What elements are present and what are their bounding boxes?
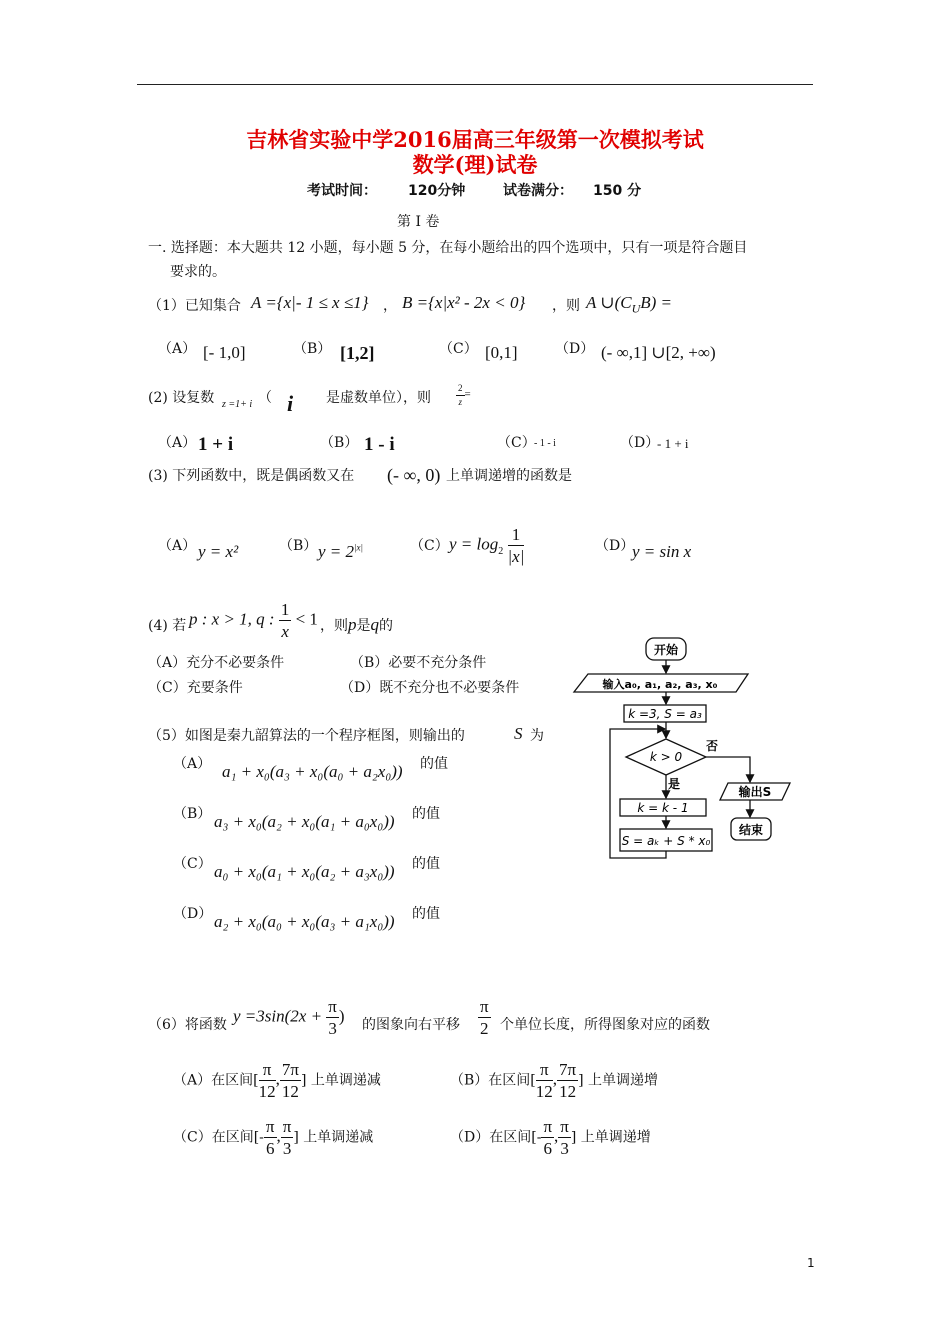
q4-option-b: （B）必要不充分条件 <box>350 655 487 671</box>
flow-condition-label: k > 0 <box>649 750 683 764</box>
q3-option-c: $y = \log_2$ $\frac{1}{|x|}$ <box>449 525 525 566</box>
q6-option-c: （C）在区间[- $\frac{\pi}{6}$ , $\frac{\pi}{3}$ ] 上单调递减 <box>173 1117 374 1158</box>
q6-option-d: （D）在区间[- $\frac{\pi}{6}$ , $\frac{\pi}{3}$ ] 上单调递增 <box>450 1117 651 1158</box>
flow-update-label: S = aₖ + S * x₀ <box>621 834 711 848</box>
q5-option-a-suffix: 的值 <box>420 756 448 772</box>
q5-option-c: a₀ + x₀(a₁ + x₀(a₂ + a₃x₀)) <box>214 862 395 881</box>
q3-option-b: $y = 2^{|x|}$ <box>318 542 363 561</box>
q2-option-a-label: （A） <box>158 435 197 451</box>
q4-option-c: （C）充要条件 <box>148 680 243 696</box>
q4-prefix: (4) 若 <box>148 618 187 634</box>
q1-option-a-label: （A） <box>158 341 197 357</box>
q1-option-a: [- 1,0] <box>203 343 246 362</box>
q4-option-a: （A）充分不必要条件 <box>148 655 285 671</box>
exam-time-value: 120分钟 <box>408 183 466 199</box>
flow-decrement-label: k = k - 1 <box>637 801 689 815</box>
q1-option-d: (- ∞,1] ∪[2, +∞) <box>601 343 716 362</box>
q5-option-b-label: （B） <box>173 806 212 822</box>
q2-option-d: - 1 + i <box>657 436 689 451</box>
q5-option-d-label: （D） <box>173 906 213 922</box>
q6-shift: $\frac{\pi}{2}$ <box>480 997 489 1038</box>
q3-option-b-label: （B） <box>279 538 318 554</box>
q1-ask: A $\cup(C_UB)$ = <box>586 293 673 316</box>
q6-option-b: （B）在区间[ $\frac{\pi}{12}$ , $\frac{7\pi}{12}$ ] 上单调递增 <box>450 1060 659 1101</box>
q5-option-b: a₃ + x₀(a₂ + x₀(a₁ + a₀x₀)) <box>214 812 395 831</box>
q6-function: y =3sin(2x + $\frac{\pi}{3}$ ) <box>233 997 345 1038</box>
q5-option-d-suffix: 的值 <box>412 906 440 922</box>
flow-output-label: 输出S <box>738 785 772 799</box>
q5-option-b-suffix: 的值 <box>412 806 440 822</box>
header-rule <box>137 84 813 85</box>
q2-z-definition: z =1+ i <box>222 399 253 410</box>
q2-paren-open: （ <box>258 390 272 406</box>
q2-option-d-label: （D） <box>620 435 660 451</box>
q1-option-b: [1,2] <box>340 343 375 363</box>
q1-option-d-label: （D） <box>555 341 595 357</box>
q5-option-a: a₁ + x₀(a₃ + x₀(a₀ + a₂x₀)) <box>222 762 403 781</box>
q2-prefix: (2) 设复数 <box>148 390 215 406</box>
q1-then: ，则 <box>552 298 580 314</box>
q2-option-c-label: （C） <box>497 435 536 451</box>
q5-option-c-label: （C） <box>173 856 212 872</box>
q6-prefix: （6）将函数 <box>148 1017 227 1033</box>
flow-end-label: 结束 <box>738 823 764 837</box>
q1-comma: ， <box>383 298 397 314</box>
q2-option-a: 1 + i <box>198 434 234 455</box>
q3-suffix: 上单调递增的函数是 <box>446 468 572 484</box>
algorithm-flowchart <box>568 630 808 865</box>
q3-prefix: (3) 下列函数中，既是偶函数又在 <box>148 468 355 484</box>
q1-option-b-label: （B） <box>293 341 332 357</box>
flow-start-label: 开始 <box>653 643 679 657</box>
q5-option-c-suffix: 的值 <box>412 856 440 872</box>
section-instructions-line1: 一. 选择题：本大题共 12 小题，每小题 5 分，在每小题给出的四个选项中，只有一项是符合题目 <box>148 240 748 256</box>
q1-set-a: A ={x|- 1 ≤ x ≤1} <box>251 293 369 312</box>
flow-yes-label: 是 <box>668 777 681 791</box>
q2-option-b-label: （B） <box>320 435 359 451</box>
q2-option-c: - 1 - i <box>534 438 556 449</box>
q6-mid: 的图象向右平移 <box>362 1017 460 1033</box>
q3-option-a-label: （A） <box>158 538 197 554</box>
exam-time-label: 考试时间： <box>307 183 377 199</box>
section-instructions-line2: 要求的。 <box>170 264 226 280</box>
q2-ask: $\frac{2}{z}$ = <box>458 383 471 407</box>
exam-score-value: 150 分 <box>593 183 642 199</box>
q2-option-b: 1 - i <box>364 434 395 455</box>
q3-option-c-label: （C） <box>410 538 449 554</box>
q3-option-d: y = sin x <box>632 542 692 561</box>
q2-mid: 是虚数单位），则 <box>326 390 431 406</box>
flow-no-label: 否 <box>706 739 719 753</box>
q3-option-a: y = x² <box>198 542 239 561</box>
page-number: 1 <box>807 1256 815 1270</box>
q1-option-c: [0,1] <box>485 343 518 362</box>
q1-prefix: （1）已知集合 <box>148 298 241 314</box>
q4-option-d: （D）既不充分也不必要条件 <box>340 680 520 696</box>
q5-s: S <box>514 724 523 743</box>
q1-option-c-label: （C） <box>439 341 478 357</box>
flow-init-label: k =3, S = a₃ <box>628 707 702 721</box>
q6-suffix: 个单位长度，所得图象对应的函数 <box>500 1017 710 1033</box>
exam-score-label: 试卷满分： <box>503 183 573 199</box>
exam-subtitle: 数学(理)试卷 <box>412 152 538 177</box>
flow-input-label: 输入a₀, a₁, a₂, a₃, x₀ <box>602 678 718 691</box>
q5-prefix: （5）如图是秦九韶算法的一个程序框图，则输出的 <box>148 728 465 744</box>
q5-option-d: a₂ + x₀(a₀ + x₀(a₃ + a₁x₀)) <box>214 912 395 931</box>
exam-title: 吉林省实验中学2016届高三年级第一次模拟考试 <box>246 127 704 152</box>
q5-suffix: 为 <box>530 728 544 744</box>
volume-label: 第 I 卷 <box>397 214 440 230</box>
q3-interval: (- ∞, 0) <box>387 465 441 485</box>
q4-tail: ，则p是q的 <box>320 615 393 634</box>
q6-option-a: （A）在区间[ $\frac{\pi}{12}$ , $\frac{7\pi}{12}$ ] 上单调递减 <box>173 1060 381 1101</box>
q4-condition: p : x > 1, q : $\frac{1}{x}$ < 1 <box>189 600 318 641</box>
q1-set-b: B ={x|x² - 2x < 0} <box>402 293 526 312</box>
q2-imaginary-i: i <box>287 391 294 416</box>
q3-option-d-label: （D） <box>595 538 635 554</box>
q5-option-a-label: （A） <box>173 756 212 772</box>
